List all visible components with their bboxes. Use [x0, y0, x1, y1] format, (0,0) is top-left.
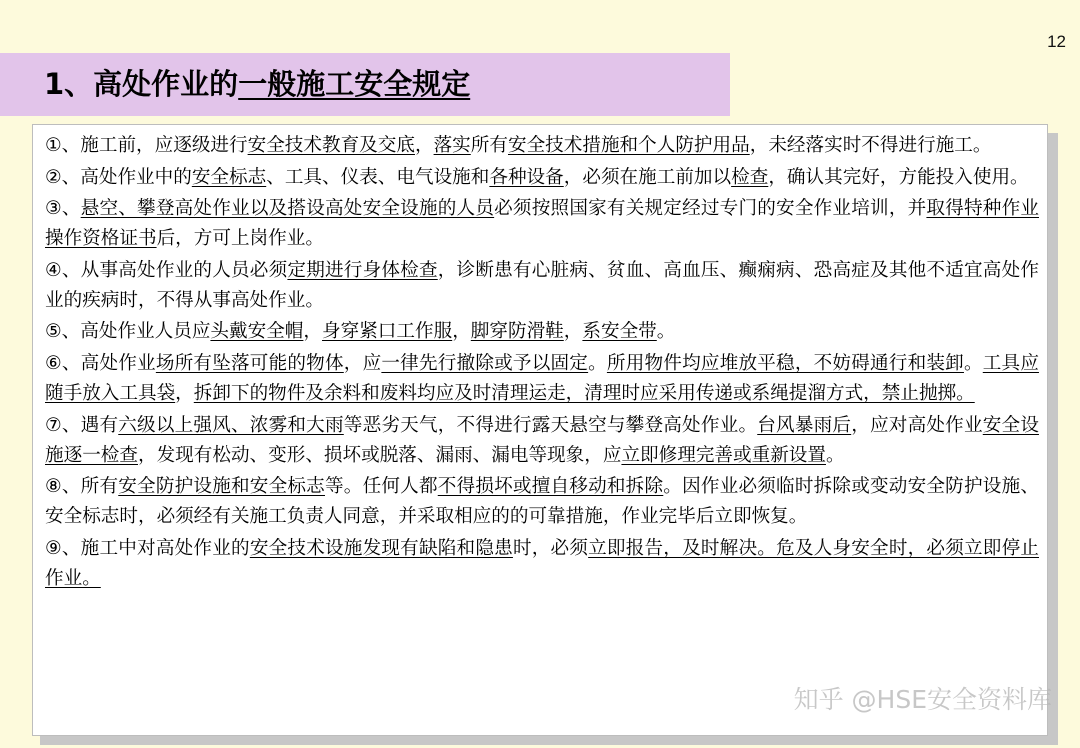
item-text: ⑥、高处作业 — [45, 352, 156, 374]
regulation-item — [45, 534, 1039, 594]
item-text: ，确认其完好，方能投入使用。 — [768, 166, 1029, 188]
emphasized-text: 安全技术设施发现有缺陷和隐患 — [249, 537, 513, 559]
regulation-item — [45, 411, 1039, 471]
item-text: ⑤、高处作业人员应 — [45, 321, 211, 343]
item-text: ，应 — [343, 352, 382, 374]
emphasized-text: 检查 — [731, 166, 769, 188]
emphasized-text: 拆卸下的物件及余料和废料均应及时清理运走，清理时应采用传递或系绳提溜方式，禁止抛掷。 — [193, 382, 975, 404]
item-text: 。因作业必须临时拆除或变动安全防护设施、安全标志时，必须经有关施工负责人同意，并采取相应的的可靠措施，作业完毕后立即恢复。 — [45, 476, 1039, 528]
regulation-list — [32, 124, 1048, 736]
regulation-item — [45, 317, 1039, 347]
item-text: 等恶劣天气，不得进行露天悬空与攀登高处作业。 — [343, 414, 758, 436]
regulation-item — [45, 131, 1039, 161]
emphasized-text: 身穿紧口工作服 — [322, 321, 453, 343]
item-text: ， — [303, 321, 323, 343]
emphasized-text: 各种设备 — [489, 166, 564, 188]
item-text: ，未经落实时不得进行施工。 — [749, 135, 992, 156]
item-text: ，应对高处作业 — [851, 414, 983, 436]
title-underlined: 一般施工安全规定 — [238, 67, 471, 101]
title-banner — [0, 53, 730, 116]
emphasized-text: 落实 — [433, 135, 471, 156]
item-text: ③、 — [45, 198, 81, 220]
item-text: ④、从事高处作业的人员必须 — [45, 259, 288, 281]
item-text: ， — [563, 321, 583, 343]
item-text: ⑨、施工中对高处作业的 — [45, 537, 250, 559]
item-text: ， — [414, 135, 434, 156]
item-text: ⑦、遇有 — [45, 414, 119, 436]
emphasized-text: 系安全带 — [582, 321, 657, 343]
emphasized-text: 立即报告，及时解决。危及人身安全时，必须立即停止作业。 — [45, 537, 1039, 589]
item-text: ①、施工前，应逐级进行 — [45, 135, 248, 156]
emphasized-text: 不得损坏或擅自移动和拆除 — [437, 476, 664, 498]
emphasized-text: 立即修理完善或重新设置 — [621, 444, 826, 466]
emphasized-text: 脚穿防滑鞋 — [470, 321, 564, 343]
item-text: ②、高处作业中的 — [45, 166, 192, 188]
emphasized-text: 安全技术措施和个人防护用品 — [507, 135, 750, 156]
regulation-item — [45, 163, 1039, 193]
emphasized-text: 取得特种作业操作资格证书 — [45, 198, 1039, 250]
regulation-item — [45, 194, 1039, 254]
item-text: 必须按照国家有关规定经过专门的安全作业培训，并 — [494, 198, 927, 220]
page-number: 12 — [1047, 32, 1066, 51]
emphasized-text: 头戴安全帽 — [210, 321, 304, 343]
emphasized-text: 场所有坠落可能的物体 — [155, 352, 344, 374]
emphasized-text: 安全标志 — [191, 166, 267, 188]
item-text: ， — [452, 321, 471, 343]
emphasized-text: 所用物件均应堆放平稳，不妨碍通行和装卸 — [606, 352, 964, 374]
regulation-item — [45, 349, 1039, 409]
regulation-item — [45, 256, 1039, 316]
item-text: ，必须在施工前加以 — [563, 166, 732, 188]
item-text: 。 — [588, 352, 607, 374]
item-text: 。 — [656, 321, 676, 343]
item-text: ，诊断患有心脏病、贫血、高血压、癫痫病、恐高症及其他不适宜高处作业的疾病时，不得从事高处作业。 — [45, 259, 1039, 311]
page-title — [44, 67, 470, 101]
item-text: 后，方可上岗作业。 — [156, 228, 324, 250]
item-text: 。 — [963, 352, 983, 374]
emphasized-text: 定期进行身体检查 — [287, 259, 438, 281]
item-text: 、工具、仪表、电气设施和 — [266, 166, 490, 188]
emphasized-text: 六级以上强风、浓雾和大雨 — [118, 414, 344, 436]
emphasized-text: 安全技术教育及交底 — [247, 135, 415, 156]
title-prefix: 1、高处作业的 — [44, 67, 239, 101]
regulation-item — [45, 472, 1039, 532]
emphasized-text: 台风暴雨后 — [757, 414, 852, 436]
item-text: 等。任何人都 — [324, 476, 438, 498]
emphasized-text: 安全设施逐一检查 — [45, 414, 1039, 466]
watermark: 知乎 @HSE安全资料库 — [793, 685, 1052, 714]
item-text: ， — [175, 382, 194, 404]
item-text: ，发现有松动、变形、损坏或脱落、漏雨、漏电等现象，应 — [137, 444, 622, 466]
emphasized-text: 工具应随手放入工具袋 — [45, 352, 1039, 404]
item-text: 时，必须 — [512, 537, 589, 559]
emphasized-text: 安全防护设施和安全标志 — [118, 476, 325, 498]
emphasized-text: 一律先行撤除或予以固定 — [381, 352, 589, 374]
item-text: 。 — [825, 444, 845, 466]
item-text: ⑧、所有 — [45, 476, 119, 498]
emphasized-text: 悬空、攀登高处作业以及搭设高处安全设施的人员 — [80, 198, 495, 220]
item-text: 所有 — [470, 135, 508, 156]
